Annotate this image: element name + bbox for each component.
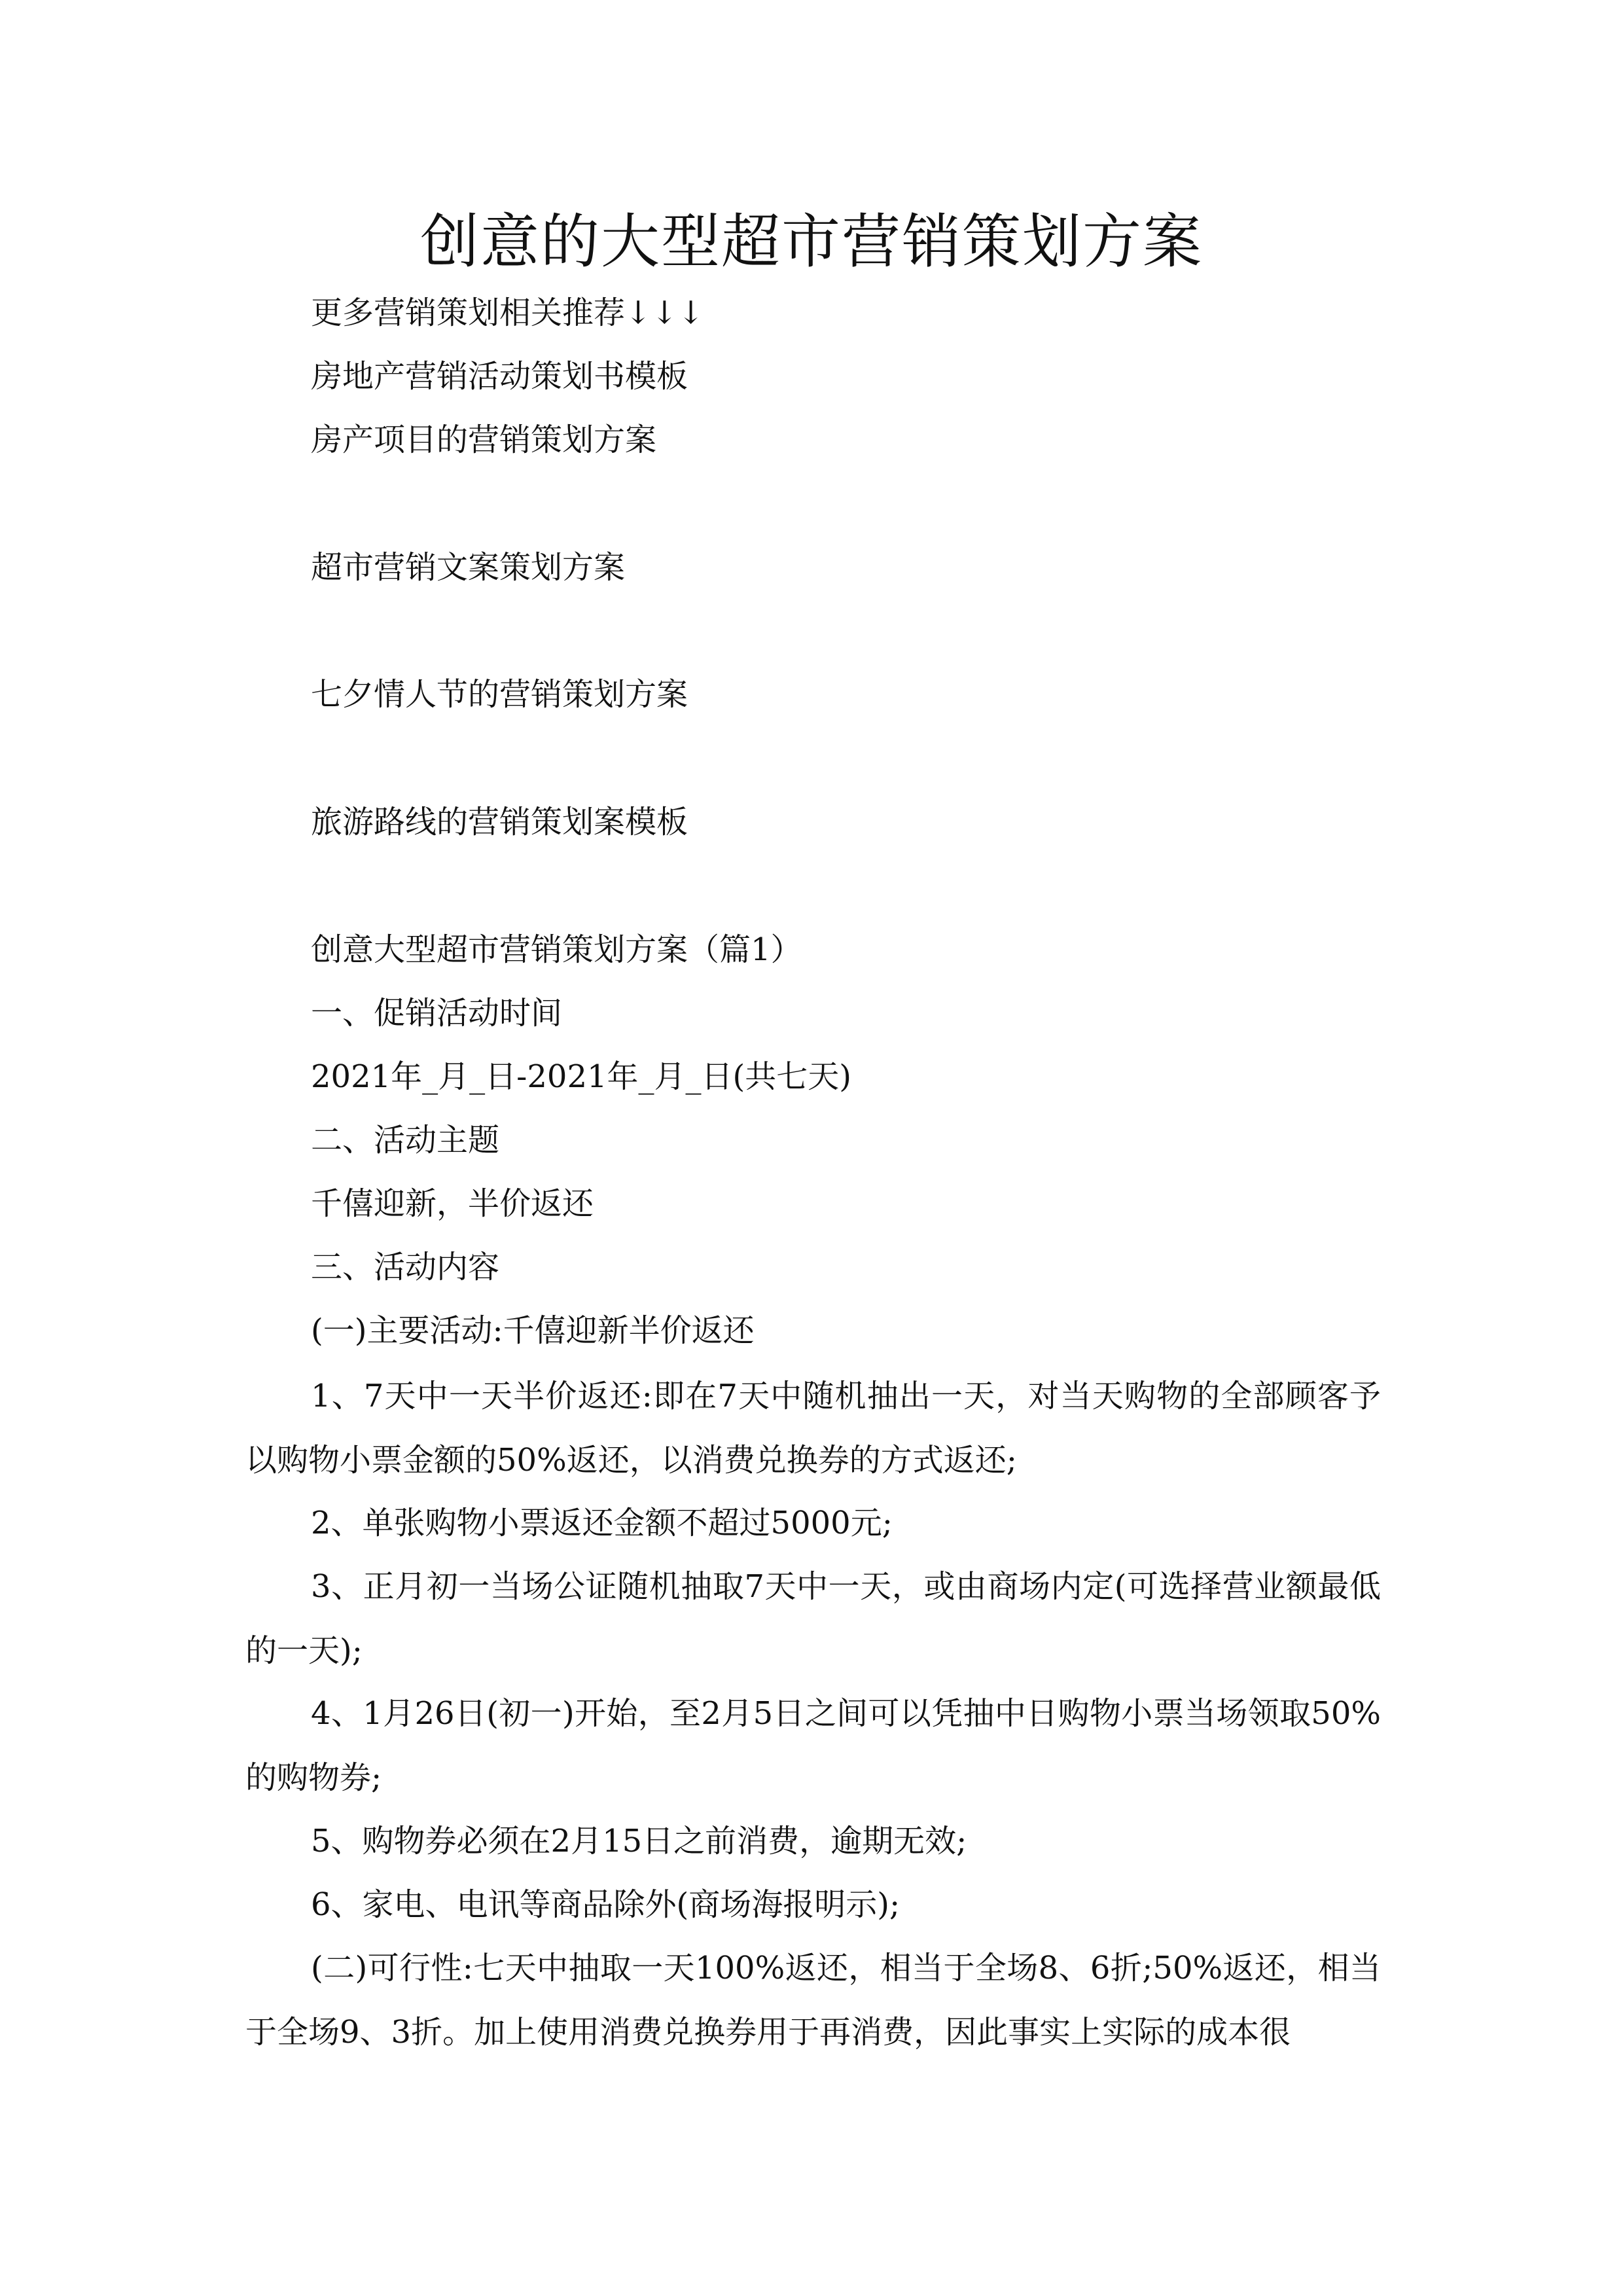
section-title: 创意大型超市营销策划方案（篇1） — [311, 931, 802, 968]
content-item-6: 6、家电、电讯等商品除外(商场海报明示); — [311, 1886, 901, 1923]
recommend-link-5[interactable]: 旅游路线的营销策划案模板 — [311, 804, 688, 840]
content-item-4: 4、1月26日(初一)开始，至2月5日之间可以凭抽中日购物小票当场领取50%的购物券; — [245, 1695, 1381, 1796]
feasibility-paragraph: (二)可行性:七天中抽取一天100%返还，相当于全场8、6折;50%返还，相当于全场9、3折。加上使用消费兑换券用于再消费，因此事实上实际的成本很 — [245, 1950, 1381, 2051]
recommend-link-3[interactable]: 超市营销文案策划方案 — [311, 549, 626, 586]
recommend-link-2[interactable]: 房产项目的营销策划方案 — [311, 422, 657, 458]
content-item-5: 5、购物券必须在2月15日之前消费，逾期无效; — [311, 1823, 967, 1859]
document-title: 创意的大型超市营销策划方案 — [420, 207, 1203, 276]
recommend-link-4[interactable]: 七夕情人节的营销策划方案 — [311, 676, 688, 713]
recommend-link-1[interactable]: 房地产营销活动策划书模板 — [311, 358, 688, 395]
content-item-1: 1、7天中一天半价返还:即在7天中随机抽出一天，对当天购物的全部顾客予以购物小票金额的50%返还，以消费兑换券的方式返还; — [245, 1378, 1381, 1479]
heading-time: 一、促销活动时间 — [311, 995, 563, 1031]
heading-content: 三、活动内容 — [311, 1249, 500, 1285]
recommend-heading: 更多营销策划相关推荐↓↓↓ — [311, 295, 704, 331]
subheading-main-activity: (一)主要活动:千僖迎新半价返还 — [311, 1312, 755, 1349]
heading-theme: 二、活动主题 — [311, 1122, 500, 1158]
activity-time: 2021年_月_日-2021年_月_日(共七天) — [311, 1058, 851, 1095]
activity-theme: 千僖迎新，半价返还 — [311, 1185, 594, 1222]
content-item-2: 2、单张购物小票返还金额不超过5000元; — [311, 1505, 893, 1541]
content-item-3: 3、正月初一当场公证随机抽取7天中一天，或由商场内定(可选择营业额最低的一天); — [245, 1568, 1381, 1669]
